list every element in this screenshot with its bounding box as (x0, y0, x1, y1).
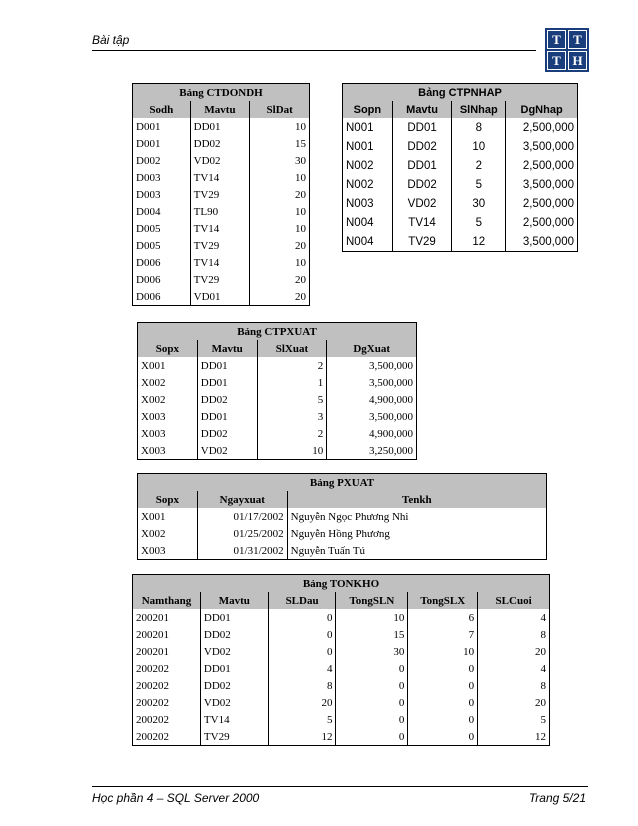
table-row (138, 442, 417, 460)
column-header: DgNhap (506, 101, 578, 118)
table-cell: VD02 (190, 152, 250, 169)
table-cell: 8 (268, 677, 336, 694)
table-row (133, 203, 310, 220)
table-cell: N001 (343, 118, 393, 137)
table-row (343, 156, 578, 175)
table-cell: 8 (478, 626, 550, 643)
table-cell: 30 (336, 643, 408, 660)
table-row (133, 271, 310, 288)
column-header: Ngayxuat (197, 491, 287, 508)
table-cell: 0 (268, 609, 336, 626)
table-cell: TV29 (190, 186, 250, 203)
table-cell: 4 (268, 660, 336, 677)
table-cell: N002 (343, 156, 393, 175)
table-cell: DD01 (197, 408, 257, 425)
table-row (343, 213, 578, 232)
table-row (133, 711, 550, 728)
table-row (133, 186, 310, 203)
table-cell: 30 (452, 194, 506, 213)
table-row (343, 175, 578, 194)
header-divider (92, 50, 536, 51)
table-cell: 20 (250, 288, 310, 306)
table-cell: VD02 (200, 694, 268, 711)
table-cell: X003 (138, 408, 198, 425)
table-cell: 20 (478, 643, 550, 660)
table-cell: 01/17/2002 (197, 508, 287, 525)
table-cell: Nguyễn Tuấn Tú (287, 542, 546, 560)
table-cell: TV14 (200, 711, 268, 728)
column-header: TongSLN (336, 592, 408, 609)
table-cell: D006 (133, 271, 191, 288)
table-cell: 8 (452, 118, 506, 137)
table-cell: 3,500,000 (327, 374, 417, 391)
table-cell: 10 (250, 118, 310, 135)
column-header: SlNhap (452, 101, 506, 118)
table-cell: D003 (133, 186, 191, 203)
table-cell: 30 (250, 152, 310, 169)
column-header: SLDau (268, 592, 336, 609)
table-cell: 15 (336, 626, 408, 643)
table-cell: 10 (408, 643, 478, 660)
table-cell: TL90 (190, 203, 250, 220)
table-cell: 7 (408, 626, 478, 643)
table-cell: X002 (138, 374, 198, 391)
table-pxuat (137, 473, 547, 560)
table-cell: 10 (336, 609, 408, 626)
table-cell: 3,500,000 (506, 232, 578, 252)
table-cell: DD01 (190, 118, 250, 135)
table-cell: 20 (250, 237, 310, 254)
column-header: Namthang (133, 592, 201, 609)
table-cell: DD01 (392, 118, 452, 137)
page-header: Bài tập (92, 33, 130, 47)
table-cell: TV14 (392, 213, 452, 232)
table-cell: VD02 (392, 194, 452, 213)
table-cell: 0 (336, 660, 408, 677)
table-row (133, 237, 310, 254)
table-cell: X003 (138, 425, 198, 442)
column-header: Mavtu (190, 101, 250, 118)
table-row (133, 152, 310, 169)
table-cell: X003 (138, 442, 198, 460)
table-cell: DD01 (200, 609, 268, 626)
column-header: Sodh (133, 101, 191, 118)
table-cell: 4 (478, 609, 550, 626)
table-cell: 4,900,000 (327, 391, 417, 408)
table-row (133, 660, 550, 677)
column-header: Sopx (138, 340, 198, 357)
table-cell: N003 (343, 194, 393, 213)
table-cell: 3,500,000 (327, 357, 417, 374)
table-cell: DD01 (200, 660, 268, 677)
table-cell: X003 (138, 542, 198, 560)
table-cell: 20 (268, 694, 336, 711)
logo-cell: T (547, 51, 566, 70)
table-cell: 0 (408, 728, 478, 746)
table-cell: 3,500,000 (327, 408, 417, 425)
table-cell: Nguyễn Ngọc Phương Nhi (287, 508, 546, 525)
column-header: SlDat (250, 101, 310, 118)
table-cell: DD01 (197, 374, 257, 391)
table-row (133, 288, 310, 306)
footer-divider (92, 786, 588, 787)
table-row (138, 542, 547, 560)
table-cell: 10 (250, 220, 310, 237)
table-title: Bảng CTPXUAT (138, 323, 417, 341)
table-cell: D001 (133, 118, 191, 135)
table-cell: TV14 (190, 254, 250, 271)
table-cell: 4,900,000 (327, 425, 417, 442)
table-cell: 10 (250, 203, 310, 220)
table-cell: 2,500,000 (506, 213, 578, 232)
table-row (133, 609, 550, 626)
table-cell: 4 (478, 660, 550, 677)
table-cell: 200202 (133, 694, 201, 711)
footer-course: Học phần 4 – SQL Server 2000 (92, 791, 260, 805)
table-cell: X002 (138, 525, 198, 542)
table-row (133, 694, 550, 711)
table-row (133, 169, 310, 186)
table-cell: 200202 (133, 660, 201, 677)
table-ctpnhap (342, 83, 578, 252)
table-cell: 200201 (133, 609, 201, 626)
table-title: Bảng PXUAT (138, 474, 547, 492)
table-title: Bảng TONKHO (133, 575, 550, 593)
table-cell: TV14 (190, 220, 250, 237)
table-cell: DD01 (197, 357, 257, 374)
table-cell: 10 (250, 254, 310, 271)
table-cell: 10 (452, 137, 506, 156)
table-cell: 5 (452, 175, 506, 194)
table-row (343, 194, 578, 213)
footer-page-number: Trang 5/21 (528, 791, 586, 805)
table-tonkho (132, 574, 550, 746)
table-cell: 3,500,000 (506, 175, 578, 194)
table-cell: 20 (478, 694, 550, 711)
table-row (138, 374, 417, 391)
table-row (138, 408, 417, 425)
table-cell: 2,500,000 (506, 194, 578, 213)
table-cell: DD02 (200, 677, 268, 694)
table-cell: X001 (138, 357, 198, 374)
table-cell: X001 (138, 508, 198, 525)
table-cell: D002 (133, 152, 191, 169)
table-cell: 10 (250, 169, 310, 186)
table-row (133, 643, 550, 660)
table-cell: 200202 (133, 677, 201, 694)
table-cell: 3,500,000 (506, 137, 578, 156)
column-header: Tenkh (287, 491, 546, 508)
column-header: Sopx (138, 491, 198, 508)
table-cell: DD02 (197, 391, 257, 408)
table-cell: D003 (133, 169, 191, 186)
table-row (138, 357, 417, 374)
table-cell: D005 (133, 220, 191, 237)
table-row (343, 232, 578, 252)
table-cell: TV29 (190, 237, 250, 254)
table-cell: 01/31/2002 (197, 542, 287, 560)
column-header: DgXuat (327, 340, 417, 357)
table-cell: VD02 (197, 442, 257, 460)
table-cell: 01/25/2002 (197, 525, 287, 542)
table-cell: 20 (250, 186, 310, 203)
table-row (138, 508, 547, 525)
table-cell: X002 (138, 391, 198, 408)
table-cell: 0 (336, 694, 408, 711)
table-cell: N004 (343, 232, 393, 252)
column-header: Mavtu (197, 340, 257, 357)
table-row (133, 728, 550, 746)
table-row (133, 254, 310, 271)
table-cell: 0 (408, 677, 478, 694)
table-cell: 3,250,000 (327, 442, 417, 460)
table-title: Bảng CTPNHAP (343, 84, 578, 102)
table-cell: D001 (133, 135, 191, 152)
table-cell: 0 (408, 660, 478, 677)
table-cell: N002 (343, 175, 393, 194)
table-row (133, 220, 310, 237)
table-cell: 0 (408, 694, 478, 711)
table-cell: 200201 (133, 626, 201, 643)
table-cell: 0 (408, 711, 478, 728)
table-cell: 12 (478, 728, 550, 746)
logo-cell: T (547, 30, 566, 49)
table-cell: 12 (268, 728, 336, 746)
table-cell: 200202 (133, 728, 201, 746)
table-cell: DD01 (392, 156, 452, 175)
table-cell: 3 (257, 408, 327, 425)
table-cell: DD02 (200, 626, 268, 643)
table-cell: DD02 (190, 135, 250, 152)
table-row (138, 525, 547, 542)
table-cell: 0 (268, 643, 336, 660)
table-row (133, 626, 550, 643)
column-header: Mavtu (392, 101, 452, 118)
table-cell: N001 (343, 137, 393, 156)
column-header: SlXuat (257, 340, 327, 357)
table-cell: DD02 (392, 175, 452, 194)
table-cell: DD02 (197, 425, 257, 442)
table-cell: TV29 (392, 232, 452, 252)
table-cell: VD01 (190, 288, 250, 306)
table-cell: 2,500,000 (506, 118, 578, 137)
table-cell: DD02 (392, 137, 452, 156)
table-cell: 10 (257, 442, 327, 460)
table-cell: VD02 (200, 643, 268, 660)
table-cell: 2 (452, 156, 506, 175)
table-cell: TV14 (190, 169, 250, 186)
logo (545, 28, 589, 72)
table-cell: 0 (336, 711, 408, 728)
table-cell: 0 (336, 728, 408, 746)
table-cell: 2 (257, 357, 327, 374)
table-cell: N004 (343, 213, 393, 232)
table-cell: D006 (133, 288, 191, 306)
table-cell: 200201 (133, 643, 201, 660)
table-cell: TV29 (190, 271, 250, 288)
table-cell: 2 (257, 425, 327, 442)
column-header: TongSLX (408, 592, 478, 609)
table-cell: 8 (478, 677, 550, 694)
table-cell: 15 (250, 135, 310, 152)
table-cell: D006 (133, 254, 191, 271)
table-row (138, 391, 417, 408)
table-ctpxuat (137, 322, 417, 460)
table-cell: TV29 (200, 728, 268, 746)
logo-cell: T (568, 30, 587, 49)
table-cell: 20 (250, 271, 310, 288)
table-cell: Nguyễn Hồng Phương (287, 525, 546, 542)
table-cell: 5 (452, 213, 506, 232)
table-cell: D004 (133, 203, 191, 220)
table-row (133, 118, 310, 135)
table-ctdondh (132, 83, 310, 306)
logo-cell: H (568, 51, 587, 70)
column-header: Sopn (343, 101, 393, 118)
table-cell: 1 (257, 374, 327, 391)
table-cell: 0 (336, 677, 408, 694)
table-cell: 200202 (133, 711, 201, 728)
table-row (343, 118, 578, 137)
table-cell: 5 (268, 711, 336, 728)
column-header: SLCuoi (478, 592, 550, 609)
table-cell: 12 (452, 232, 506, 252)
table-cell: D005 (133, 237, 191, 254)
table-row (133, 135, 310, 152)
table-cell: 5 (478, 711, 550, 728)
table-row (343, 137, 578, 156)
table-cell: 5 (257, 391, 327, 408)
column-header: Mavtu (200, 592, 268, 609)
table-title: Bảng CTDONDH (133, 84, 310, 102)
table-cell: 0 (268, 626, 336, 643)
table-row (133, 677, 550, 694)
table-cell: 2,500,000 (506, 156, 578, 175)
table-row (138, 425, 417, 442)
table-cell: 6 (408, 609, 478, 626)
